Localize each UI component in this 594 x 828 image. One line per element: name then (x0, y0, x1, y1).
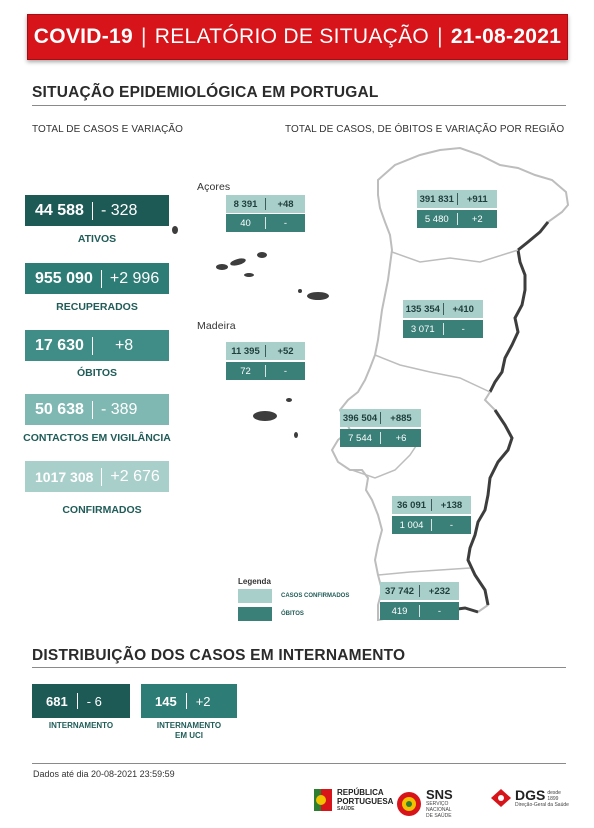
sns-emblem-icon (396, 791, 422, 817)
logo-dgs (490, 788, 569, 808)
madeira-islands (253, 398, 298, 438)
region-cases-delta: +48 (277, 198, 294, 210)
stat-active-delta: - 328 (100, 201, 138, 219)
subtitle-total-cases: TOTAL DE CASOS E VARIAÇÃO (32, 124, 184, 135)
region-deaths-value: 419 (391, 605, 408, 617)
region-divider (265, 198, 266, 210)
logo-republica (314, 788, 393, 812)
stat-confirmed-box (25, 461, 169, 492)
stat-confirmed-delta: +2 676 (110, 467, 160, 485)
region-deaths-delta: - (283, 365, 288, 377)
region-cases-delta: +911 (466, 193, 488, 205)
region-deaths-value: 7 544 (348, 432, 372, 444)
region-center-deaths (403, 320, 483, 338)
stat-deaths-label: ÓBITOS (76, 367, 118, 379)
region-algarve-deaths (380, 602, 459, 620)
region-deaths-delta: - (461, 323, 465, 335)
map-legend (238, 577, 350, 617)
header-covid: COVID-19 (33, 25, 133, 48)
stat-divider (92, 337, 93, 355)
region-cases-value: 36 091 (396, 499, 427, 511)
region-divider (265, 345, 266, 357)
region-divider (419, 605, 420, 617)
hospital-icu-box (141, 684, 237, 718)
legend-label-deaths: ÓBITOS (281, 611, 304, 617)
madeira-label: Madeira (197, 320, 236, 332)
region-cases-delta: +52 (277, 345, 294, 357)
region-deaths-delta: - (283, 217, 288, 229)
region-divider (457, 193, 458, 205)
azores-islands (172, 226, 329, 300)
stat-recovered-delta: +2 996 (109, 269, 160, 287)
hospital-icu-label-line2: EM UCI (175, 731, 203, 740)
region-deaths-delta: - (449, 519, 454, 531)
region-cases-value: 391 831 (419, 193, 454, 205)
stat-active-box (25, 195, 169, 226)
region-cases-delta: +138 (440, 499, 463, 511)
section-rule-2 (32, 667, 566, 668)
header-sep-1: | (141, 25, 147, 48)
region-cases-value: 8 391 (233, 198, 258, 210)
stat-divider (101, 468, 102, 486)
region-lisbon-cases (340, 409, 421, 427)
region-deaths-value: 72 (240, 365, 251, 377)
legend-swatch-confirmed (238, 589, 272, 603)
hospital-icu-value: 145 (155, 693, 177, 709)
region-deaths-value: 3 071 (410, 323, 435, 335)
stat-divider (92, 202, 93, 220)
region-azores-cases (226, 195, 305, 213)
sns-title: SNS (426, 787, 453, 802)
subtitle-regions: TOTAL DE CASOS, DE ÓBITOS E VARIAÇÃO POR REGIÃO (285, 124, 565, 135)
stat-active-label: ATIVOS (77, 233, 117, 245)
region-azores-deaths (226, 214, 305, 232)
region-deaths-value: 5 480 (424, 213, 449, 225)
stat-confirmed-label: CONFIRMADOS (62, 504, 142, 516)
stat-divider (92, 401, 93, 419)
header-sep-2: | (437, 25, 443, 48)
region-deaths-value: 40 (240, 217, 251, 229)
republica-emblem-icon (314, 789, 332, 811)
region-cases-value: 135 354 (405, 303, 440, 315)
hospital-divider (186, 693, 187, 709)
hospital-icu-label (141, 721, 237, 741)
dgs-emblem-icon (490, 788, 512, 808)
stat-contacts-box (25, 394, 169, 425)
stat-confirmed-value: 1017 308 (35, 468, 94, 485)
region-divider (380, 432, 381, 444)
region-cases-value: 37 742 (384, 585, 415, 597)
sns-sub-1: SERVIÇO (426, 801, 449, 807)
republica-line2: PORTUGUESA (337, 797, 394, 806)
azores-label: Açores (197, 181, 231, 193)
header-report: RELATÓRIO DE SITUAÇÃO (154, 25, 430, 48)
region-divider (443, 303, 444, 315)
region-cases-value: 396 504 (342, 412, 378, 424)
stat-recovered-label: RECUPERADOS (56, 301, 138, 313)
legend-title: Legenda (238, 577, 271, 586)
region-madeira-deaths (226, 362, 305, 380)
region-north-deaths (417, 210, 497, 228)
hospital-icu-label-line1: INTERNAMENTO (156, 721, 222, 730)
stat-active-value: 44 588 (35, 201, 84, 219)
dgs-subtitle: Direção-Geral da Saúde (515, 802, 569, 808)
stat-divider (101, 270, 102, 288)
section-title-hospital: DISTRIBUIÇÃO DOS CASOS EM INTERNAMENTO (32, 647, 406, 664)
region-divider (457, 213, 458, 225)
region-cases-delta: +410 (452, 303, 474, 315)
region-divider (380, 412, 381, 424)
region-algarve-cases (380, 582, 459, 600)
sns-sub-3: DE SAÚDE (426, 813, 452, 819)
republica-line1: REPÚBLICA (337, 788, 384, 797)
data-footnote: Dados até dia 20-08-2021 23:59:59 (33, 769, 175, 779)
stat-contacts-delta: - 389 (100, 400, 138, 418)
section-title-epidemiology: SITUAÇÃO EPIDEMIOLÓGICA EM PORTUGAL (32, 84, 379, 101)
region-alentejo-deaths (392, 516, 471, 534)
region-deaths-delta: - (437, 605, 442, 617)
stat-deaths-box (25, 330, 169, 361)
hospital-icu-delta: +2 (195, 693, 211, 709)
republica-line3: SAÚDE (337, 806, 355, 812)
region-lisbon-deaths (340, 429, 421, 447)
region-cases-delta: +232 (428, 585, 451, 597)
region-divider (265, 365, 266, 377)
region-divider (443, 323, 444, 335)
hospital-ward-box (32, 684, 130, 718)
region-madeira-cases (226, 342, 305, 360)
stat-recovered-box (25, 263, 169, 294)
header-date: 21-08-2021 (450, 25, 562, 48)
legend-swatch-deaths (238, 607, 272, 621)
dgs-year-line2: 1899 (547, 796, 559, 802)
region-divider (265, 217, 266, 229)
stat-contacts-label: CONTACTOS EM VIGILÂNCIA (23, 432, 171, 444)
stat-contacts-value: 50 638 (35, 400, 84, 418)
region-center-cases (403, 300, 483, 318)
region-deaths-value: 1 004 (399, 519, 424, 531)
stat-recovered-value: 955 090 (35, 269, 93, 287)
hospital-ward-delta: - 6 (86, 693, 102, 709)
footer-rule (32, 763, 566, 764)
hospital-divider (77, 693, 78, 709)
hospital-ward-label: INTERNAMENTO (48, 721, 114, 730)
sns-sub-2: NACIONAL (426, 807, 452, 813)
region-alentejo-cases (392, 496, 471, 514)
region-divider (431, 499, 432, 511)
logo-sns (396, 788, 453, 819)
region-north-cases (417, 190, 497, 208)
legend-label-confirmed: CASOS CONFIRMADOS (281, 593, 350, 599)
region-deaths-delta: +6 (395, 432, 407, 444)
region-cases-delta: +885 (390, 412, 412, 424)
dgs-year-line1: desde (547, 790, 561, 796)
hospital-ward-value: 681 (46, 693, 68, 709)
region-divider (419, 585, 420, 597)
dgs-title: DGS (515, 787, 546, 803)
stat-deaths-delta: +8 (114, 336, 134, 354)
stat-deaths-value: 17 630 (35, 336, 84, 354)
region-deaths-delta: +2 (471, 213, 483, 225)
region-cases-value: 11 395 (231, 345, 260, 357)
region-divider (431, 519, 432, 531)
